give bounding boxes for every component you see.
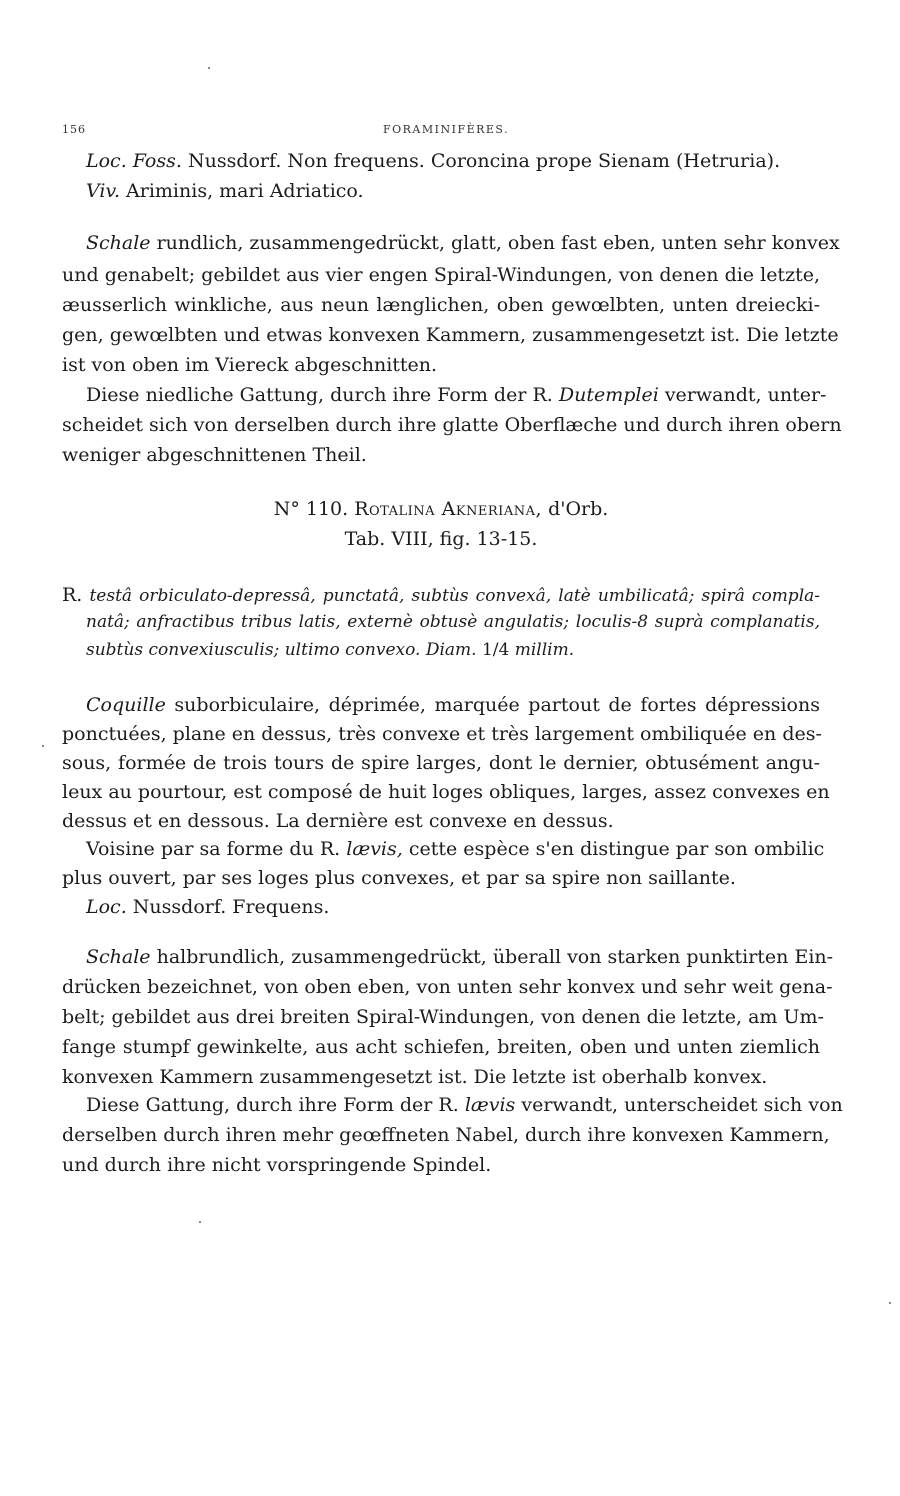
p1-lead: Schale [86, 232, 151, 254]
p1-line-3: æusserlich winkliche, aus neun længlichen, oben gewœlbten, unten dreiecki- [62, 294, 820, 316]
p3-line-1 [86, 694, 820, 716]
plate-reference: Tab. VIII, fig. 13-15. [344, 528, 538, 550]
latin-line-3a: subtùs convexiusculis; ultimo convexo. Diam. [86, 640, 477, 660]
latin-line-3 [86, 640, 574, 660]
page-number: 156 [62, 123, 86, 136]
locality-label: Loc. Foss. [86, 150, 182, 172]
locality-fossil-line [86, 150, 780, 172]
p5-line-2: drücken bezeichnet, von oben eben, von unten sehr konvex und sehr weit gena- [62, 976, 833, 998]
p1-line-2: und genabelt; gebildet aus vier engen Spiral-Windungen, von denen die letzte, [62, 264, 820, 286]
p3-line-1-text: suborbiculaire, déprimée, marquée partout de fortes dépressions [174, 694, 820, 716]
species-author: d'Orb. [548, 498, 609, 520]
p5-line-5: konvexen Kammern zusammengesetzt ist. Die letzte ist oberhalb konvex. [62, 1066, 768, 1088]
p4-line-1a: Voisine par sa forme du R. [86, 838, 341, 860]
p6-line-1 [86, 1094, 843, 1116]
locality-text-2: Nussdorf. Frequens. [132, 896, 330, 918]
p2-species-name: Dutemplei [558, 384, 659, 406]
p4-line-1 [86, 838, 825, 860]
p6-species-name: lævis [464, 1094, 516, 1116]
p2-line-1 [86, 384, 827, 406]
species-number: N° 110. [273, 498, 349, 520]
running-title: FORAMINIFÈRES. [383, 123, 510, 136]
p5-lead: Schale [86, 946, 151, 968]
locality-text: Nussdorf. Non frequens. Coroncina prope Sienam (Hetruria). [187, 150, 781, 172]
p6-line-2: derselben durch ihren mehr geœffneten Nabel, durch ihre konvexen Kammern, [62, 1124, 830, 1146]
living-locality-line [86, 180, 364, 202]
p3-lead: Coquille [86, 694, 166, 716]
latin-line-2: natâ; anfractibus tribus latis, externè obtusè angulatis; loculis-8 suprà complanatis, [86, 612, 820, 632]
p3-line-3: sous, formée de trois tours de spire larges, dont le dernier, obtusément angu- [62, 752, 820, 774]
scan-speck [199, 1221, 201, 1223]
p3-line-2: ponctuées, plane en dessus, très convexe et très largement ombiliquée en des- [62, 723, 822, 745]
viv-label: Viv. [86, 180, 120, 202]
p1-line-1 [86, 232, 840, 254]
p6-line-1b: verwandt, unterscheidet sich von [521, 1094, 843, 1116]
latin-genus: R. [62, 584, 83, 606]
latin-unit: millim. [514, 640, 575, 660]
species-heading [62, 498, 820, 520]
locality-label-2: Loc. [86, 896, 127, 918]
latin-diameter: 1/4 [481, 640, 510, 660]
scan-speck [208, 67, 210, 69]
p1-line-1-text: rundlich, zusammengedrückt, glatt, oben fast eben, unten sehr konvex [156, 232, 840, 254]
p2-line-1b: verwandt, unter- [664, 384, 827, 406]
p5-line-1-text: halbrundlich, zusammengedrückt, überall von starken punktirten Ein- [156, 946, 834, 968]
p4-species-name: lævis, [346, 838, 403, 860]
p2-line-2: scheidet sich von derselben durch ihre glatte Oberflæche und durch ihren obern [62, 414, 842, 436]
latin-line-1-text: testâ orbiculato-depressâ, punctatâ, subtùs convexâ, latè umbilicatâ; spirâ compla- [89, 586, 821, 606]
p4-line-1b: cette espèce s'en distingue par son ombilic [408, 838, 825, 860]
species-name: Rotalina Akneriana, [354, 498, 543, 520]
p3-line-5: dessus et en dessous. La dernière est convexe en dessus. [62, 810, 614, 832]
scan-speck [889, 1302, 891, 1304]
p5-line-4: fange stumpf gewinkelte, aus acht schiefen, breiten, oben und unten ziemlich [62, 1036, 820, 1058]
p1-line-4: gen, gewœlbten und etwas konvexen Kammern, zusammengesetzt ist. Die letzte [62, 324, 839, 346]
p6-line-3: und durch ihre nicht vorspringende Spindel. [62, 1154, 492, 1176]
p3-line-4: leux au pourtour, est composé de huit loges obliques, larges, assez convexes en [62, 781, 830, 803]
p2-line-1a: Diese niedliche Gattung, durch ihre Form der R. [86, 384, 553, 406]
p4-line-2: plus ouvert, par ses loges plus convexes, et par sa spire non saillante. [62, 867, 736, 889]
scan-speck [42, 745, 44, 747]
viv-text: Ariminis, mari Adriatico. [126, 180, 364, 202]
p6-line-1a: Diese Gattung, durch ihre Form der R. [86, 1094, 459, 1116]
latin-line-1 [62, 584, 820, 606]
p5-line-1 [86, 946, 834, 968]
p2-line-3: weniger abgeschnittenen Theil. [62, 444, 367, 466]
locality-line-2 [86, 896, 329, 918]
p1-line-5: ist von oben im Viereck abgeschnitten. [62, 354, 438, 376]
p5-line-3: belt; gebildet aus drei breiten Spiral-Windungen, von denen die letzte, am Um- [62, 1006, 824, 1028]
